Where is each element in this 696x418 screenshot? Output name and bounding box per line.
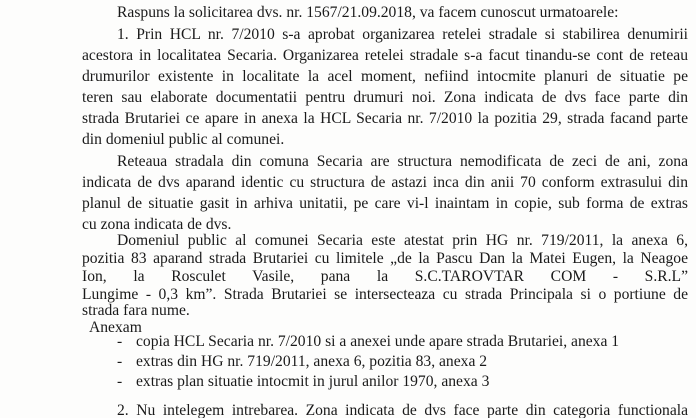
annex-item: copia HCL Secaria nr. 7/2010 si a anexei unde apare strada Brutariei, anexa 1 bbox=[136, 333, 620, 350]
annex-item: extras plan situatie intocmit in jurul anilor 1970, anexa 3 bbox=[136, 373, 490, 390]
paragraph-3-line: Domeniul public al comunei Secaria este atestat prin HG nr. 719/2011, la anexa 6, bbox=[117, 232, 688, 249]
annex-bullet-dash: - bbox=[117, 373, 123, 390]
annex-item: extras din HG nr. 719/2011, anexa 6, pozitia 83, anexa 2 bbox=[136, 353, 488, 370]
paragraph-4-line: 2. Nu intelegem intrebarea. Zona indicata de dvs face parte din categoria functionala bbox=[117, 402, 688, 418]
paragraph-1-line: acestora in localitatea Secaria. Organizarea retelei stradale s-a facut tinandu-se cont de reteau bbox=[82, 47, 688, 64]
paragraph-2-line: cu zona indicata de dvs. bbox=[82, 216, 232, 233]
paragraph-2-line: indicata de dvs aparand identic cu structura de astazi inca din anii 70 conform extrasului din bbox=[82, 174, 688, 191]
paragraph-2-line: Reteaua stradala din comuna Secaria are structura nemodificata de zeci de ani, zona bbox=[117, 153, 688, 170]
annex-bullet-dash: - bbox=[117, 333, 123, 350]
paragraph-1-line: strada Brutariei ce apare in anexa la HCL Secaria nr. 7/2010 la pozitia 29, strada facand parte bbox=[82, 110, 688, 127]
paragraph-1-line: drumurilor existente in localitate la acel moment, nefiind intocmite planuri de situatie pe bbox=[82, 68, 688, 85]
paragraph-3-line: pozitia 83 aparand strada Brutariei cu limitele „de la Pascu Dan la Matei Eugen, la Neagoe bbox=[82, 250, 688, 267]
annex-bullet-dash: - bbox=[117, 353, 123, 370]
paragraph-3-line: Ion, la Rosculet Vasile, pana la S.C.TAROVTAR COM - S.R.L” bbox=[82, 268, 688, 285]
paragraph-3-line: strada fara nume. bbox=[82, 302, 190, 319]
paragraph-2-line: planul de situatie gasit in arhiva unitatii, pe care vi-l inaintam in copie, sub forma de extras bbox=[82, 195, 688, 212]
annex-title: Anexam bbox=[89, 319, 142, 336]
paragraph-1-line: 1. Prin HCL nr. 7/2010 s-a aprobat organizarea retelei stradale si stabilirea denumirii bbox=[117, 26, 688, 43]
paragraph-3-line: Lungime - 0,3 km”. Strada Brutariei se intersecteaza cu strada Principala si o portiune de bbox=[82, 286, 688, 303]
intro-text: Raspuns la solicitarea dvs. nr. 1567/21.09.2018, va facem cunoscut urmatoarele: bbox=[117, 4, 619, 21]
paragraph-1-line: teren sau elaborate documentatii pentru drumuri noi. Zona indicata de dvs face parte din bbox=[82, 89, 688, 106]
paragraph-1-line: din domeniul public al comunei. bbox=[82, 131, 285, 148]
